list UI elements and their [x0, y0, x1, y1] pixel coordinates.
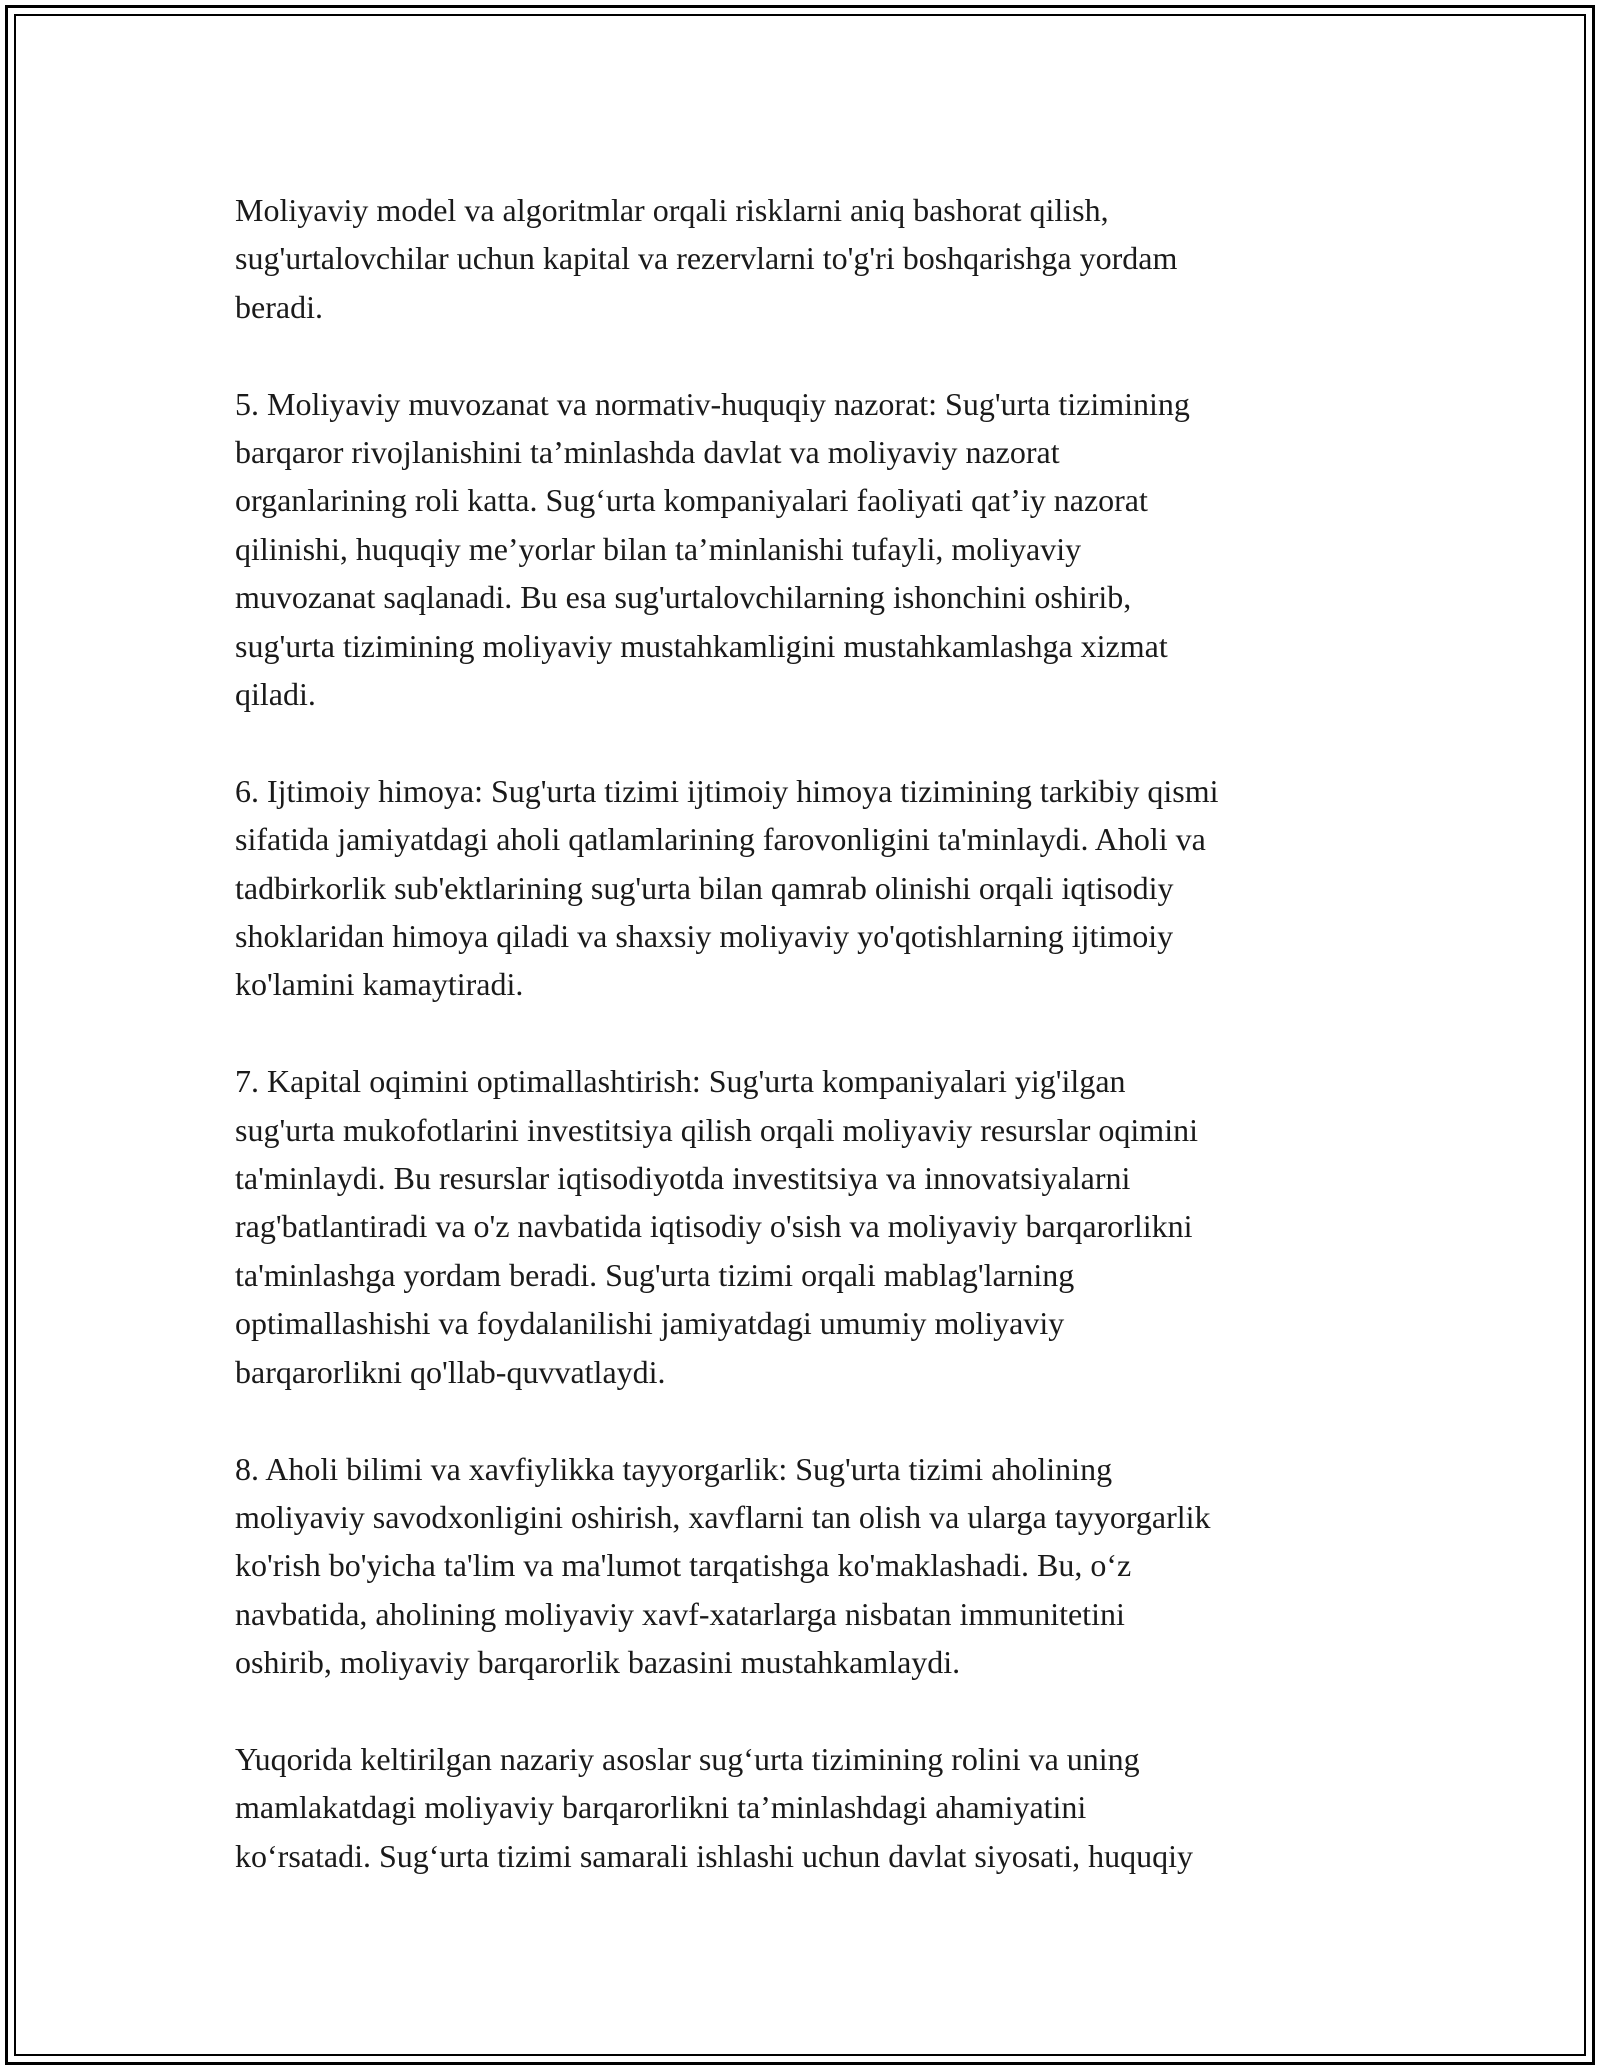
- paragraph-8-public-knowledge: 8. Aholi bilimi va xavfiylikka tayyorgarlik: Sug'urta tizimi aholining moliyaviy savodxonligini oshirish, xavflarni tan olish va ularga tayyorgarlik ko'rish bo'yicha ta'lim va ma'lumot tarqatishga ko'maklashadi. Bu, o‘z navbatida, aholining moliyaviy xavf-xatarlarga nisbatan immunitetini oshirib, moliyaviy barqarorlik bazasini mustahkamlaydi.: [235, 1450, 1211, 1681]
- paragraph-7-capital-flow: 7. Kapital oqimini optimallashtirish: Sug'urta kompaniyalari yig'ilgan sug'urta mukofotlarini investitsiya qilish orqali moliyaviy resurslar oqimini ta'minlaydi. Bu resurslar iqtisodiyotda investitsiya va innovatsiyalarni rag'batlantiradi va o'z navbatida iqtisodiy o'sish va moliyaviy barqarorlikni ta'minlashga yordam beradi. Sug'urta tizimi orqali mablag'larning optimallashishi va foydalanilishi jamiyatdagi umumiy moliyaviy barqarorlikni qo'llab-quvvatlaydi.: [235, 1063, 1198, 1390]
- paragraph-intro: Moliyaviy model va algoritmlar orqali risklarni aniq bashorat qilish, sug'urtalovchilar uchun kapital va rezervlarni to'g'ri boshqarishga yordam beradi.: [235, 192, 1178, 325]
- document-body: [235, 186, 1365, 1880]
- paragraph-6-social-protection: 6. Ijtimoiy himoya: Sug'urta tizimi ijtimoiy himoya tizimining tarkibiy qismi sifatida jamiyatdagi aholi qatlamlarining farovonligini ta'minlaydi. Aholi va tadbirkorlik sub'ektlarining sug'urta bilan qamrab olinishi orqali iqtisodiy shoklaridan himoya qiladi va shaxsiy moliyaviy yo'qotishlarning ijtimoiy ko'lamini kamaytiradi.: [235, 772, 1219, 1003]
- paragraph-conclusion: Yuqorida keltirilgan nazariy asoslar sug‘urta tizimining rolini va uning mamlakatdagi moliyaviy barqarorlikni ta’minlashdagi ahamiyatini ko‘rsatadi. Sug‘urta tizimi samarali ishlashi uchun davlat siyosati, huquqiy: [235, 1740, 1194, 1874]
- paragraph-5-financial-balance: 5. Moliyaviy muvozanat va normativ-huquqiy nazorat: Sug'urta tizimining barqaror rivojlanishini ta’minlashda davlat va moliyaviy nazorat organlarining roli katta. Sug‘urta kompaniyalari faoliyati qat’iy nazorat qilinishi, huquqiy me’yorlar bilan ta’minlanishi tufayli, moliyaviy muvozanat saqlanadi. Bu esa sug'urtalovchilarning ishonchini oshirib, sug'urta tizimining moliyaviy mustahkamligini mustahkamlashga xizmat qiladi.: [235, 385, 1190, 713]
